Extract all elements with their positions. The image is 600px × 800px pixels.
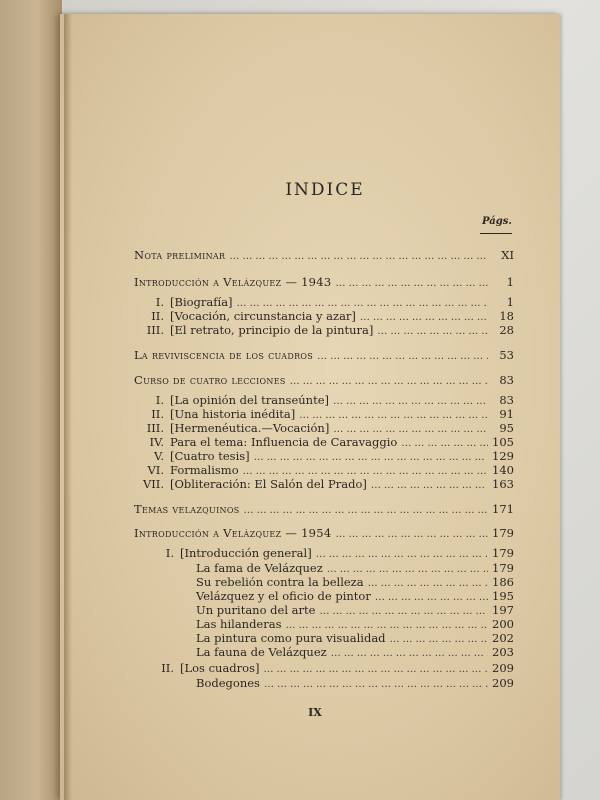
toc-entry-label: [Una historia inédita] (170, 407, 296, 421)
toc-entry (196, 575, 514, 589)
toc-leader (290, 375, 488, 389)
toc-entry-label: [Hermenéutica.—Vocación] (170, 421, 330, 435)
toc-entry (134, 661, 514, 675)
toc-entry-page: 209 (492, 661, 514, 675)
toc-entry-number: III. (146, 421, 164, 435)
toc-entry-number: V. (154, 449, 164, 463)
toc-leader (243, 504, 488, 518)
toc-entry-page: 83 (499, 373, 514, 387)
toc-entry-page: 179 (492, 546, 514, 560)
toc-entry-label: La fama de Velázquez (196, 561, 323, 575)
toc-entry-page: 195 (492, 589, 514, 603)
pages-column-header: Págs. (482, 216, 512, 227)
toc-entry-label: La pintura como pura visualidad (196, 631, 386, 645)
toc-entry-page: 83 (499, 393, 514, 407)
toc-entry-label: Velázquez y el oficio de pintor (196, 589, 371, 603)
toc-entry-page: 95 (499, 421, 514, 435)
toc-entry (196, 603, 514, 617)
toc-entry-label: Formalismo (170, 463, 239, 477)
toc-entry-label: Temas velazquinos (134, 502, 240, 516)
toc-entry (134, 463, 514, 477)
toc-entry-page: 202 (492, 631, 514, 645)
toc-entry-number: IV. (149, 435, 164, 449)
toc-entry-page: 28 (499, 323, 514, 337)
toc-entry-label: [La opinión del transeúnte] (170, 393, 329, 407)
toc-entry-number: VII. (142, 477, 164, 491)
toc-entry-number: I. (155, 295, 164, 309)
toc-entry-label: [Cuatro tesis] (170, 449, 250, 463)
toc-entry-page: 1 (506, 295, 514, 309)
toc-entry-number: I. (165, 546, 174, 560)
toc-entry (196, 631, 514, 645)
toc-entry (134, 435, 514, 449)
toc-entry (134, 393, 514, 407)
toc-entry-number: VI. (147, 463, 164, 477)
toc-entry-page: 179 (492, 561, 514, 575)
toc-entry (134, 309, 514, 323)
toc-entry-page: 1 (506, 275, 514, 289)
toc-entry (196, 617, 514, 631)
toc-entry-page: 105 (492, 435, 514, 449)
toc-entry-label: La reviviscencia de los cuadros (134, 348, 314, 362)
toc-entry-page: 209 (492, 676, 514, 690)
toc-entry-number: II. (161, 661, 174, 675)
toc-leader (336, 528, 488, 542)
toc-leader (331, 647, 488, 661)
toc-entry (134, 248, 514, 262)
toc-entry (134, 477, 514, 491)
page-number: IX (308, 706, 322, 719)
toc-entry-label: [Introducción general] (180, 546, 312, 560)
toc-entry-page: 91 (499, 407, 514, 421)
toc-entry-page: 197 (492, 603, 514, 617)
toc-entry-page: 18 (499, 309, 514, 323)
toc-entry-page: 129 (492, 449, 514, 463)
toc-entry-page: 53 (499, 348, 514, 362)
toc-entry (134, 449, 514, 463)
toc-entry (134, 275, 514, 289)
toc-entry-label: Introducción a Velázquez — 1954 (134, 526, 332, 540)
toc-entry-label: La fauna de Velázquez (196, 645, 327, 659)
toc-entry-number: I. (155, 393, 164, 407)
toc-entry-label: Nota preliminar (134, 248, 226, 262)
toc-entry-label: Las hilanderas (196, 617, 282, 631)
toc-entry (196, 645, 514, 659)
toc-leader (263, 663, 488, 677)
toc-leader (317, 350, 488, 364)
toc-entry (134, 421, 514, 435)
toc-leader (229, 250, 488, 264)
toc-entry-label: Curso de cuatro lecciones (134, 373, 286, 387)
toc-entry-label: [El retrato, principio de la pintura] (170, 323, 374, 337)
toc-entry-page: 163 (492, 477, 514, 491)
toc-leader (377, 325, 488, 339)
book-cover-edge (0, 0, 62, 800)
toc-entry (134, 526, 514, 540)
toc-entry-label: [Obliteración: El Salón del Prado] (170, 477, 367, 491)
toc-entry-label: Para el tema: Influencia de Caravaggio (170, 435, 398, 449)
pages-header-rule (480, 233, 512, 234)
toc-entry-page: 171 (492, 502, 514, 516)
toc-entry-page: XI (501, 248, 514, 262)
toc-entry-label: [Vocación, circunstancia y azar] (170, 309, 356, 323)
toc-entry-label: [Biografía] (170, 295, 233, 309)
toc-entry-label: Un puritano del arte (196, 603, 316, 617)
toc-entry-label: [Los cuadros] (180, 661, 260, 675)
toc-entry-label: Introducción a Velázquez — 1943 (134, 275, 332, 289)
toc-entry-page: 140 (492, 463, 514, 477)
toc-leader (336, 277, 488, 291)
toc-entry-page: 179 (492, 526, 514, 540)
toc-entry-number: II. (151, 407, 164, 421)
page-binding-shadow (64, 14, 72, 800)
toc-entry (196, 676, 514, 690)
toc-entry (134, 323, 514, 337)
toc-leader (371, 479, 488, 493)
toc-entry-page: 186 (492, 575, 514, 589)
toc-entry (134, 295, 514, 309)
toc-leader (316, 548, 488, 562)
toc-entry-label: Su rebelión contra la belleza (196, 575, 364, 589)
toc-entry (134, 502, 514, 516)
toc-leader (264, 678, 488, 692)
toc-entry (134, 373, 514, 387)
toc-entry-number: II. (151, 309, 164, 323)
toc-entry (196, 561, 514, 575)
page-title: INDICE (285, 180, 365, 200)
toc-entry-page: 200 (492, 617, 514, 631)
toc-entry-page: 203 (492, 645, 514, 659)
toc-entry (134, 546, 514, 560)
toc-entry-label: Bodegones (196, 676, 260, 690)
toc-entry-number: III. (146, 323, 164, 337)
toc-entry (196, 589, 514, 603)
toc-entry (134, 348, 514, 362)
toc-entry (134, 407, 514, 421)
